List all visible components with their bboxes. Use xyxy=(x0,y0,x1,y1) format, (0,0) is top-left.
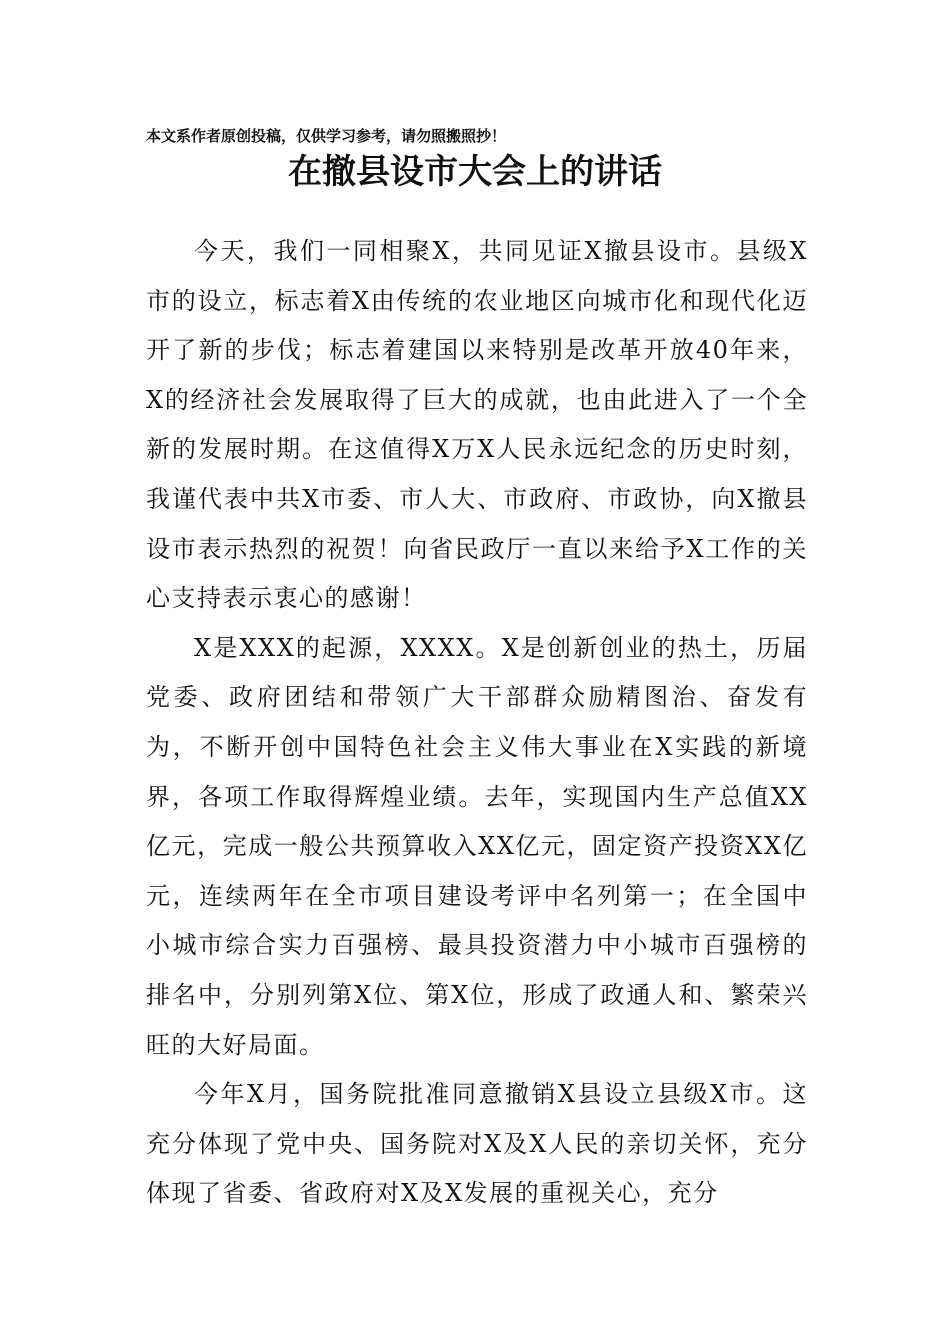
paragraph: X是XXX的起源，XXXX。X是创新创业的热土，历届党委、政府团结和带领广大干部群众励精图治、奋发有为，不断开创中国特色社会主义伟大事业在X实践的新境界，各项工作取得辉煌业绩。去年，实现国内生产总值XX亿元，完成一般公共预算收入XX亿元，固定资产投资XX亿元，连续两年在全市项目建设考评中名列第一；在全国中小城市综合实力百强榜、最具投资潜力中小城市百强榜的排名中，分别列第X位、第X位，形成了政通人和、繁荣兴旺的大好局面。 xyxy=(146,633,808,1059)
document-body xyxy=(146,227,808,1219)
document-title: 在撤县设市大会上的讲话 xyxy=(288,152,662,192)
paragraph: 今天，我们一同相聚X，共同见证X撤县设市。县级X市的设立，标志着X由传统的农业地区向城市化和现代化迈开了新的步伐；标志着建国以来特别是改革开放40年来，X的经济社会发展取得了巨大的成就，也由此进入了一个全新的发展时期。在这值得X万X人民永远纪念的历史时刻，我谨代表中共X市委、市人大、市政府、市政协，向X撤县设市表示热烈的祝贺！向省民政厅一直以来给予X工作的关心支持表示衷心的感谢！ xyxy=(146,237,808,613)
disclaimer-note: 本文系作者原创投稿，仅供学习参考，请勿照搬照抄！ xyxy=(146,127,507,145)
paragraph: 今年X月，国务院批准同意撤销X县设立县级X市。这充分体现了党中央、国务院对X及X人民的亲切关怀，充分体现了省委、省政府对X及X发展的重视关心，充分 xyxy=(146,1080,808,1208)
